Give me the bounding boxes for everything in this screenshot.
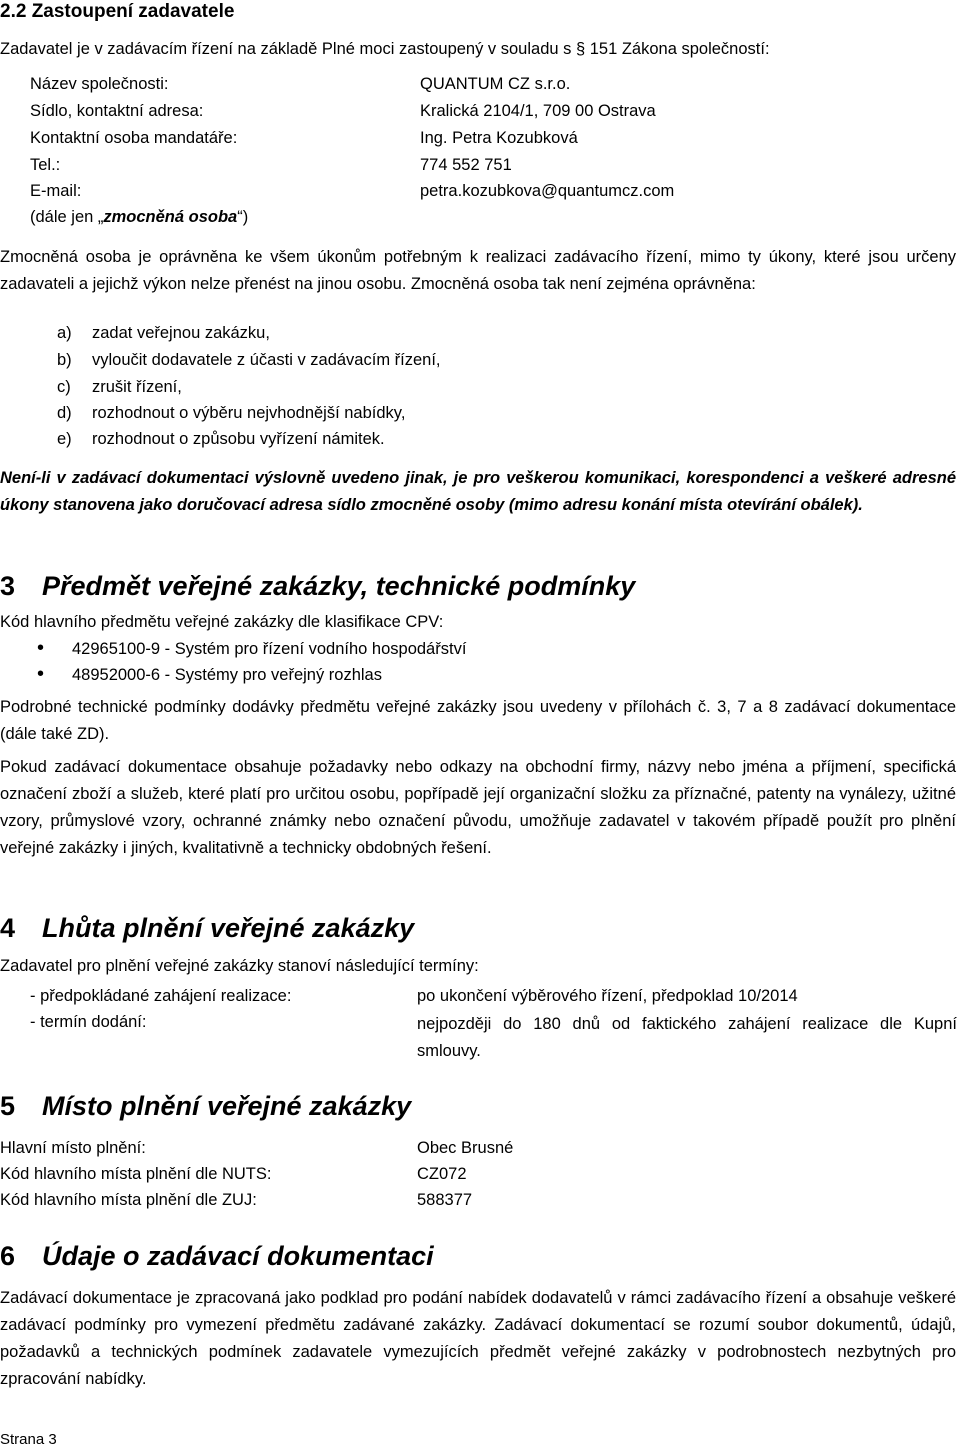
rep-label: E-mail: bbox=[30, 182, 82, 200]
rep-label: Sídlo, kontaktní adresa: bbox=[30, 102, 204, 120]
list-item: zadat veřejnou zakázku, bbox=[92, 324, 270, 342]
section-title: Údaje o zadávací dokumentaci bbox=[42, 1241, 434, 1271]
rep-label: Kontaktní osoba mandatáře: bbox=[30, 129, 238, 147]
section-title: Předmět veřejné zakázky, technické podmínky bbox=[42, 571, 636, 601]
section-5-heading bbox=[0, 1090, 411, 1122]
section-2-2-heading: 2.2 Zastoupení zadavatele bbox=[0, 1, 235, 22]
dale-term: zmocněná osoba bbox=[103, 208, 238, 226]
bullet-icon: • bbox=[37, 663, 45, 685]
list-item: vyloučit dodavatele z účasti v zadávacím řízení, bbox=[92, 351, 441, 369]
list-marker: d) bbox=[57, 404, 72, 422]
list-item: rozhodnout o výběru nejvhodnější nabídky, bbox=[92, 404, 406, 422]
term-value: po ukončení výběrového řízení, předpoklad 10/2014 bbox=[417, 987, 798, 1005]
rep-value: 774 552 751 bbox=[420, 156, 512, 174]
term-value: nejpozději do 180 dnů od faktického zahájení realizace dle Kupní smlouvy. bbox=[417, 1015, 957, 1060]
place-value: 588377 bbox=[417, 1191, 473, 1209]
term-label: - předpokládané zahájení realizace: bbox=[30, 987, 292, 1005]
dale-suffix: “) bbox=[237, 208, 249, 226]
documentation-paragraph: Zadávací dokumentace je zpracovaná jako podklad pro podání nabídek dodavatelů v rámci zadávacího řízení a obsahuje veškeré zadávací podmínky pro vymezení předmětu zadávané zakázky. Zadávací dokumentací se rozumí soubor dokumentů, údajů, požadavků a technických podmínek zadavatele vymezujících předmět veřejné zakázky v podrobnostech nezbytných pro zpracování nabídky. bbox=[0, 1289, 956, 1388]
section-number: 3 bbox=[0, 571, 16, 601]
dale-jen-note bbox=[30, 206, 248, 228]
term-label: - termín dodání: bbox=[30, 1013, 147, 1031]
rep-value: Kralická 2104/1, 709 00 Ostrava bbox=[420, 102, 656, 120]
section-6-heading bbox=[0, 1240, 434, 1272]
place-label: Kód hlavního místa plnění dle ZUJ: bbox=[0, 1191, 257, 1209]
cpv-item: 42965100-9 - Systém pro řízení vodního hospodářství bbox=[72, 640, 467, 658]
technical-conditions-paragraph: Podrobné technické podmínky dodávky předmětu veřejné zakázky jsou uvedeny v přílohách č. 3, 7 a 8 zadávací dokumentace (dále také ZD). bbox=[0, 698, 956, 743]
list-item: zrušit řízení, bbox=[92, 378, 182, 396]
mandate-paragraph: Zmocněná osoba je oprávněna ke všem úkonům potřebným k realizaci zadávacího řízení, mimo ty úkony, které jsou určeny zadavateli a jejichž výkon nelze přenést na jinou osobu. Zmocněná osoba tak není zejména oprávněna: bbox=[0, 248, 956, 293]
section-title: Místo plnění veřejné zakázky bbox=[42, 1091, 412, 1121]
rep-email-link[interactable]: petra.kozubkova@quantumcz.com bbox=[420, 182, 675, 200]
list-item: rozhodnout o způsobu vyřízení námitek. bbox=[92, 430, 385, 448]
cpv-intro: Kód hlavního předmětu veřejné zakázky dle klasifikace CPV: bbox=[0, 613, 444, 631]
place-value: Obec Brusné bbox=[417, 1139, 514, 1157]
list-marker: a) bbox=[57, 324, 72, 342]
correspondence-paragraph: Není-li v zadávací dokumentaci výslovně uvedeno jinak, je pro veškerou komunikaci, korespondenci a veškeré adresné úkony stanovena jako doručovací adresa sídlo zmocněné osoby (mimo adresu konání místa otevírání obálek). bbox=[0, 469, 956, 514]
page-number: Strana 3 bbox=[0, 1431, 57, 1448]
equivalent-solutions-paragraph: Pokud zadávací dokumentace obsahuje požadavky nebo odkazy na obchodní firmy, názvy nebo jména a příjmení, specifická označení zboží a služeb, které platí pro určitou osobu, popřípadě její organizační složku za příznačné, patenty na vynálezy, užitné vzory, průmyslové vzory, ochranné známky nebo označení původu, umožňuje zadavatel v takovém případě použít pro plnění veřejné zakázky i jiných, kvalitativně a technicky obdobných řešení. bbox=[0, 758, 956, 857]
rep-value: Ing. Petra Kozubková bbox=[420, 129, 578, 147]
rep-label: Tel.: bbox=[30, 156, 61, 174]
section-title: Lhůta plnění veřejné zakázky bbox=[42, 913, 415, 943]
section-number: 4 bbox=[0, 913, 16, 943]
terms-intro: Zadavatel pro plnění veřejné zakázky stanoví následující termíny: bbox=[0, 957, 479, 975]
section-number: 5 bbox=[0, 1091, 16, 1121]
section-2-2-intro: Zadavatel je v zadávacím řízení na základě Plné moci zastoupený v souladu s § 151 Zákona společností: bbox=[0, 40, 770, 58]
list-marker: b) bbox=[57, 351, 72, 369]
dale-prefix: (dále jen „ bbox=[30, 208, 104, 226]
bullet-icon: • bbox=[37, 637, 45, 659]
cpv-item: 48952000-6 - Systémy pro veřejný rozhlas bbox=[72, 666, 382, 684]
rep-label: Název společnosti: bbox=[30, 75, 169, 93]
section-4-heading bbox=[0, 912, 414, 944]
place-value: CZ072 bbox=[417, 1165, 467, 1183]
place-label: Kód hlavního místa plnění dle NUTS: bbox=[0, 1165, 272, 1183]
section-number: 6 bbox=[0, 1241, 16, 1271]
list-marker: e) bbox=[57, 430, 72, 448]
rep-value: QUANTUM CZ s.r.o. bbox=[420, 75, 571, 93]
list-marker: c) bbox=[57, 378, 71, 396]
section-3-heading bbox=[0, 570, 635, 602]
place-label: Hlavní místo plnění: bbox=[0, 1139, 146, 1157]
